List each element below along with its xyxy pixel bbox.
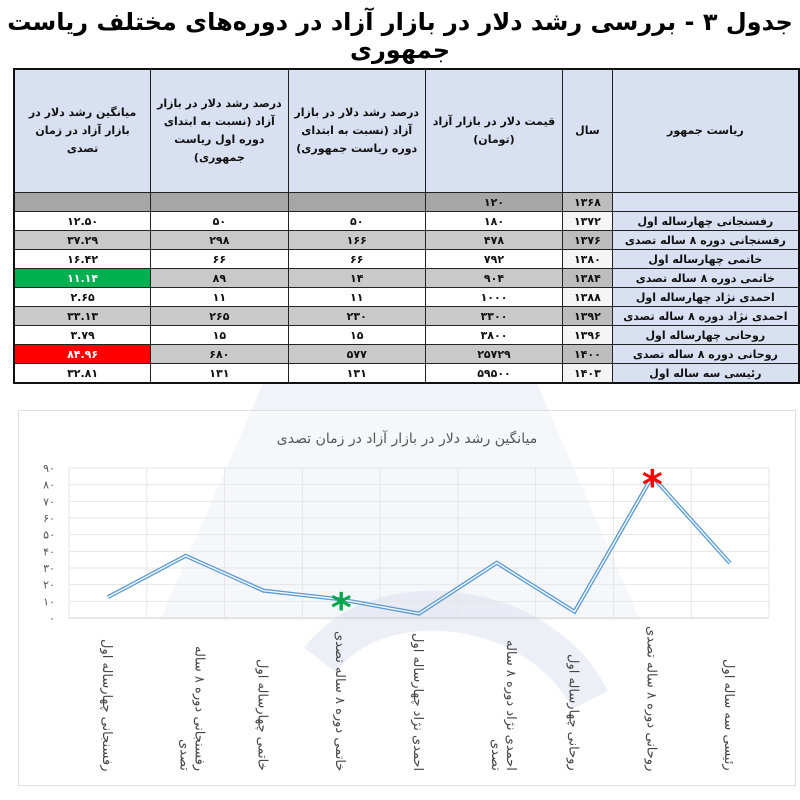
cell-president: رئیسی سه ساله اول: [612, 364, 799, 384]
cell-year: ۱۳۶۸: [563, 193, 613, 212]
cell-growth-term: ۱۴: [288, 269, 425, 288]
cell-year: ۱۳۷۲: [563, 212, 613, 231]
cell-president: رفسنجانی دوره ۸ ساله تصدی: [612, 231, 799, 250]
cell-growth-first-term: ۸۹: [151, 269, 288, 288]
chart-plot-area: [19, 411, 795, 785]
y-tick-label: ۳۰: [43, 562, 55, 575]
header-avg-growth: میانگین رشد دلار در بازار آزاد در زمان تصدی: [14, 69, 151, 193]
cell-president: [612, 193, 799, 212]
x-axis-label: رئیسی سه ساله اول: [721, 659, 737, 771]
cell-year: ۱۴۰۳: [563, 364, 613, 384]
table-row: [14, 364, 799, 384]
y-tick-label: ۶۰: [43, 512, 55, 525]
cell-growth-term: ۱۳۱: [288, 364, 425, 384]
cell-price: ۴۷۸: [425, 231, 562, 250]
cell-price: ۲۵۷۲۹: [425, 345, 562, 364]
x-axis-label: خاتمی دوره ۸ ساله تصدی: [332, 630, 348, 771]
cell-avg-growth: ۱۲.۵۰: [14, 212, 151, 231]
x-axis-label: خاتمی چهارساله اول: [254, 659, 270, 771]
cell-growth-term: ۱۶۶: [288, 231, 425, 250]
table-row: [14, 250, 799, 269]
cell-president: رفسنجانی چهارساله اول: [612, 212, 799, 231]
cell-price: ۳۳۰۰: [425, 307, 562, 326]
y-tick-label: ۸۰: [43, 478, 55, 492]
table-row: [14, 212, 799, 231]
cell-growth-first-term: ۲۹۸: [151, 231, 288, 250]
cell-avg-growth-max-highlight: ۸۴.۹۶: [14, 345, 151, 364]
cell-growth-term: ۵۷۷: [288, 345, 425, 364]
x-axis-label: رفسنجانی چهارساله اول: [98, 638, 114, 771]
y-tick-label: ۷۰: [43, 495, 55, 509]
x-axis-label: احمدی نژاد چهارساله اول: [410, 632, 425, 771]
cell-avg-growth: ۳۲.۸۱: [14, 364, 151, 384]
cell-avg-growth: ۳۳.۱۳: [14, 307, 151, 326]
cell-growth-term: ۱۱: [288, 288, 425, 307]
cell-avg-growth: ۱۶.۴۲: [14, 250, 151, 269]
cell-year: ۱۳۹۲: [563, 307, 613, 326]
cell-growth-term: ۲۳۰: [288, 307, 425, 326]
cell-year: ۱۳۹۶: [563, 326, 613, 345]
x-axis-label: رفسنجانی دوره ۸ ساله تصدی: [176, 645, 207, 771]
table-row: [14, 326, 799, 345]
header-growth-term: درصد رشد دلار در بازار آزاد (نسبت به ابتدای دوره ریاست جمهوری): [288, 69, 425, 193]
cell-growth-first-term: ۲۶۵: [151, 307, 288, 326]
y-tick-label: ۱۰: [43, 595, 55, 609]
table-row: [14, 193, 799, 212]
cell-price: ۷۹۲: [425, 250, 562, 269]
page-title: جدول ۳ - بررسی رشد دلار در بازار آزاد در دوره‌های مختلف ریاست جمهوری: [7, 8, 793, 64]
cell-president: احمدی نژاد دوره ۸ ساله تصدی: [612, 307, 799, 326]
cell-price: ۹۰۴: [425, 269, 562, 288]
cell-president: خاتمی دوره ۸ ساله تصدی: [612, 269, 799, 288]
cell-growth-first-term: ۱۵: [151, 326, 288, 345]
cell-avg-growth: ۲.۶۵: [14, 288, 151, 307]
table-row: [14, 307, 799, 326]
cell-avg-growth-min-highlight: ۱۱.۱۴: [14, 269, 151, 288]
cell-growth-first-term: ۶۸۰: [151, 345, 288, 364]
cell-year: ۱۳۷۶: [563, 231, 613, 250]
cell-growth-term: ۵۰: [288, 212, 425, 231]
y-tick-label: ۵۰: [43, 528, 55, 542]
header-price: قیمت دلار در بازار آزاد (تومان): [425, 69, 562, 193]
cell-president: روحانی دوره ۸ ساله تصدی: [612, 345, 799, 364]
cell-avg-growth: ۳۷.۲۹: [14, 231, 151, 250]
cell-year: ۱۳۸۰: [563, 250, 613, 269]
line-chart: [18, 410, 796, 786]
x-axis-label: روحانی دوره ۸ ساله تصدی: [643, 625, 659, 771]
x-axis-label: روحانی چهارساله اول: [565, 654, 581, 771]
cell-year: ۱۴۰۰: [563, 345, 613, 364]
header-year: سال: [563, 69, 613, 193]
cell-price: ۱۰۰۰: [425, 288, 562, 307]
cell-avg-growth: [14, 193, 151, 212]
table-row: [14, 231, 799, 250]
cell-growth-first-term: ۱۱: [151, 288, 288, 307]
cell-price: ۱۲۰: [425, 193, 562, 212]
cell-growth-term: ۱۵: [288, 326, 425, 345]
cell-avg-growth: ۳.۷۹: [14, 326, 151, 345]
cell-president: روحانی چهارساله اول: [612, 326, 799, 345]
cell-president: احمدی نژاد چهارساله اول: [612, 288, 799, 307]
cell-president: خاتمی چهارساله اول: [612, 250, 799, 269]
y-tick-label: ۹۰: [43, 462, 55, 475]
x-axis-label: احمدی نژاد دوره ۸ ساله تصدی: [487, 640, 518, 771]
series-line: [108, 476, 730, 613]
cell-growth-term: [288, 193, 425, 212]
green-star-icon: *: [330, 585, 352, 632]
cell-growth-first-term: [151, 193, 288, 212]
table-row: [14, 269, 799, 288]
cell-year: ۱۳۸۸: [563, 288, 613, 307]
cell-growth-first-term: ۶۶: [151, 250, 288, 269]
y-tick-label: ۴۰: [43, 545, 55, 559]
y-tick-label: ۲۰: [43, 578, 55, 592]
cell-growth-term: ۶۶: [288, 250, 425, 269]
table-row: [14, 288, 799, 307]
cell-growth-first-term: ۵۰: [151, 212, 288, 231]
cell-price: ۱۸۰: [425, 212, 562, 231]
chart-title: میانگین رشد دلار در بازار آزاد در زمان تصدی: [276, 431, 538, 447]
table-row: [14, 345, 799, 364]
header-president: ریاست جمهور: [612, 69, 799, 193]
cell-year: ۱۳۸۴: [563, 269, 613, 288]
growth-table: [13, 68, 800, 384]
cell-price: ۵۹۵۰۰: [425, 364, 562, 384]
red-star-icon: *: [641, 462, 663, 509]
y-tick-label: ۰: [49, 612, 55, 625]
header-growth-first-term: درصد رشد دلار در بازار آزاد (نسبت به ابتدای دوره اول ریاست جمهوری): [151, 69, 288, 193]
cell-growth-first-term: ۱۳۱: [151, 364, 288, 384]
cell-price: ۳۸۰۰: [425, 326, 562, 345]
